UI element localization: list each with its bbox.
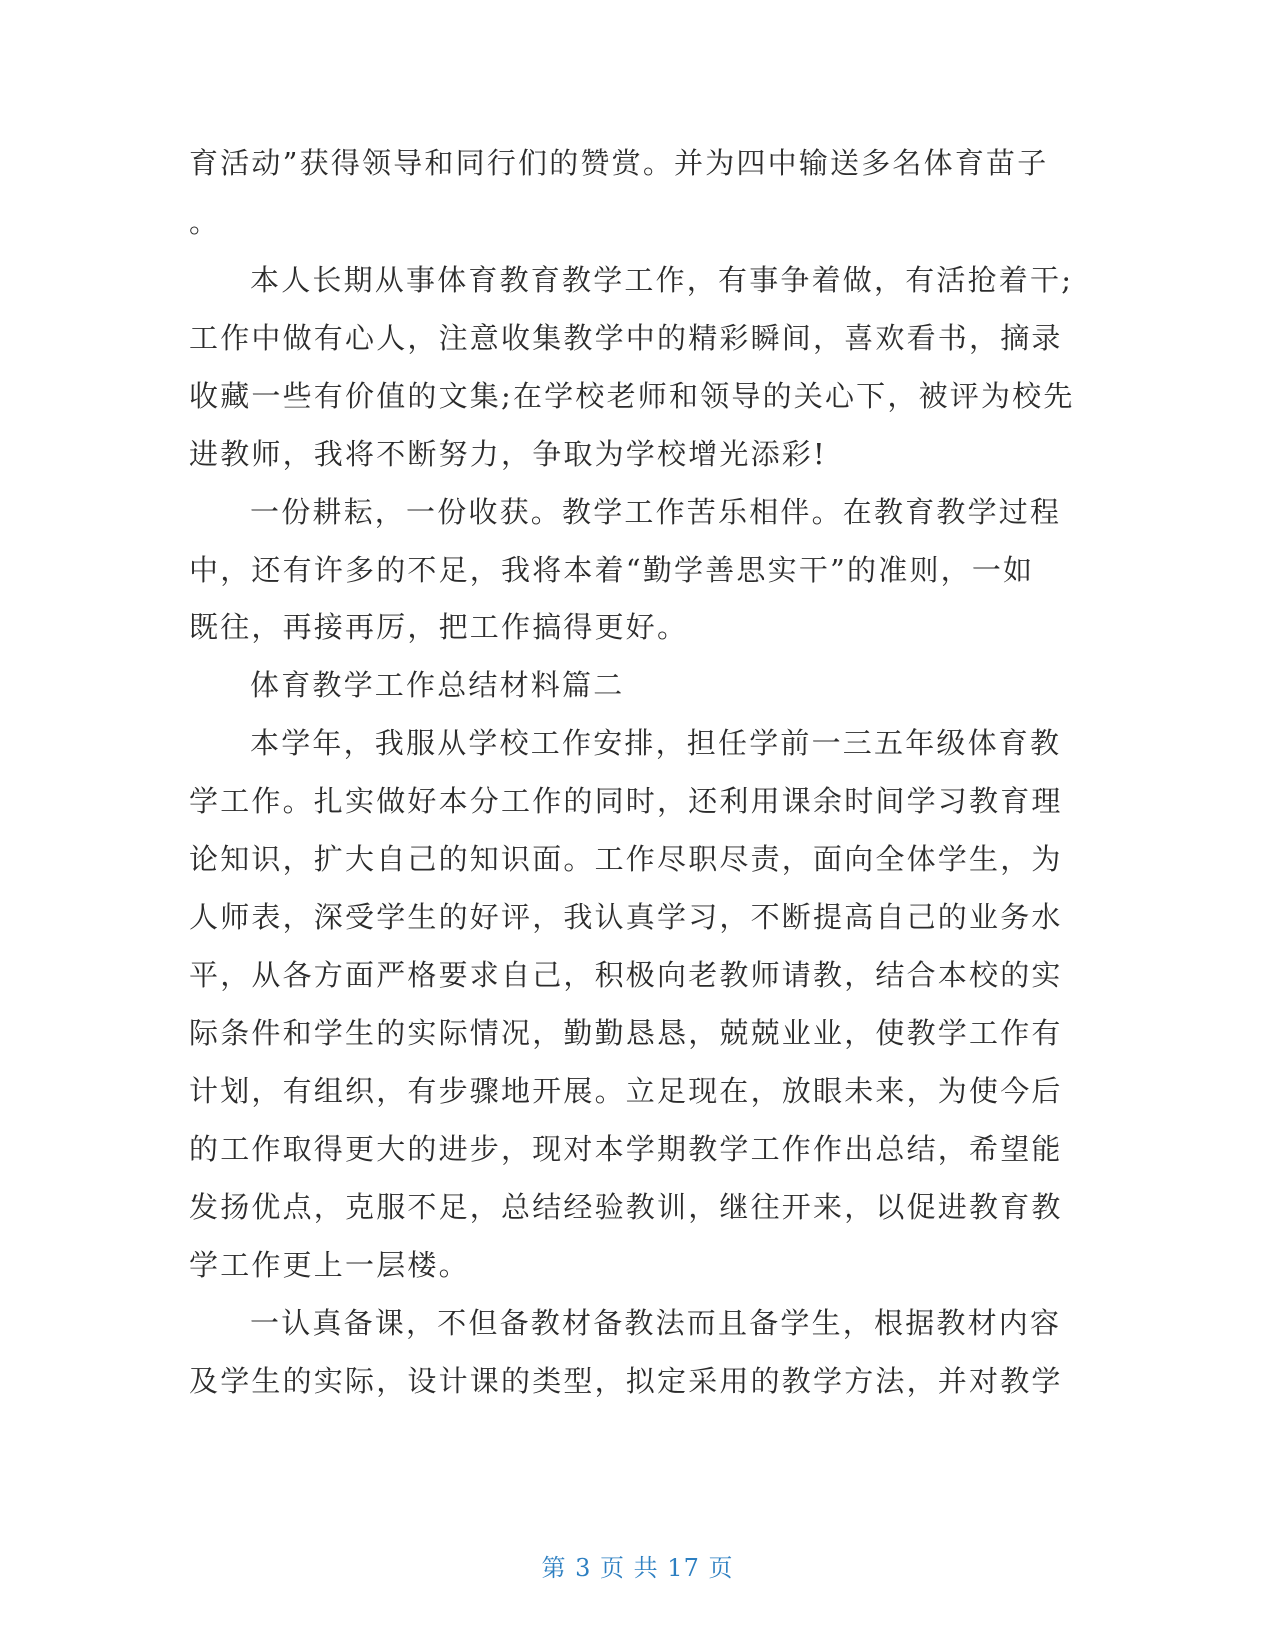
page-number-footer: 第 3 页 共 17 页 — [541, 1554, 734, 1582]
body-text-line: 的工作取得更大的进步，现对本学期教学工作作出总结，希望能 — [189, 1132, 1063, 1166]
body-text-line: 人师表，深受学生的好评，我认真学习，不断提高自己的业务水 — [189, 900, 1063, 934]
body-text-line: 及学生的实际，设计课的类型，拟定采用的教学方法，并对教学 — [189, 1364, 1063, 1398]
body-text-line: 学工作。扎实做好本分工作的同时，还利用课余时间学习教育理 — [189, 784, 1063, 818]
body-text-line: 平，从各方面严格要求自己，积极向老教师请教，结合本校的实 — [189, 958, 1063, 992]
body-text-line: 发扬优点，克服不足，总结经验教训，继往开来，以促进教育教 — [189, 1190, 1063, 1224]
paragraph-first-line: 本人长期从事体育教育教学工作，有事争着做，有活抢着干; — [250, 263, 1074, 297]
body-text-line: 学工作更上一层楼。 — [189, 1248, 470, 1282]
body-text-line: 。 — [189, 205, 221, 239]
body-text-line: 工作中做有心人，注意收集教学中的精彩瞬间，喜欢看书，摘录 — [189, 321, 1063, 355]
paragraph-first-line: 本学年，我服从学校工作安排，担任学前一三五年级体育教 — [250, 726, 1062, 760]
body-text-line: 中，还有许多的不足，我将本着“勤学善思实干”的准则，一如 — [189, 553, 1035, 587]
body-text-line: 计划，有组织，有步骤地开展。立足现在，放眼未来，为使今后 — [189, 1074, 1063, 1108]
body-text-line: 进教师，我将不断努力，争取为学校增光添彩! — [189, 437, 827, 471]
body-text-line: 论知识，扩大自己的知识面。工作尽职尽责，面向全体学生，为 — [189, 842, 1063, 876]
body-text-line: 育活动”获得领导和同行们的赞赏。并为四中输送多名体育苗子 — [189, 146, 1049, 180]
body-text-line: 际条件和学生的实际情况，勤勤恳恳，兢兢业业，使教学工作有 — [189, 1016, 1063, 1050]
body-text-line: 既往，再接再厉，把工作搞得更好。 — [189, 610, 689, 644]
paragraph-first-line: 一份耕耘，一份收获。教学工作苦乐相伴。在教育教学过程 — [250, 495, 1062, 529]
body-text-line: 收藏一些有价值的文集;在学校老师和领导的关心下，被评为校先 — [189, 379, 1075, 413]
paragraph-first-line: 一认真备课，不但备教材备教法而且备学生，根据教材内容 — [250, 1306, 1062, 1340]
section-heading: 体育教学工作总结材料篇二 — [250, 668, 625, 702]
